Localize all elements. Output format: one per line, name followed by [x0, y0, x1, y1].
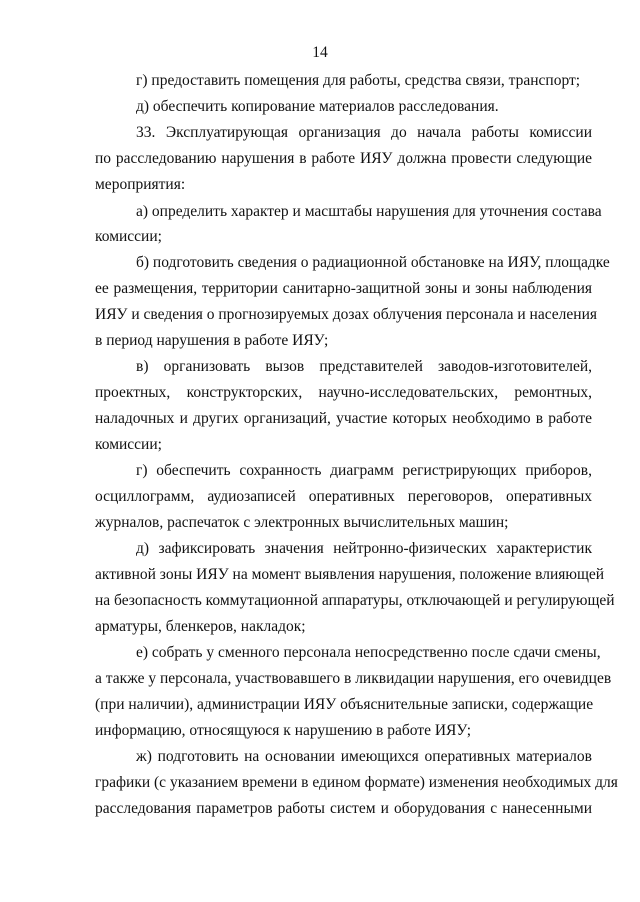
text-line: в период нарушения в работе ИЯУ; — [95, 332, 329, 349]
text-line: б) подготовить сведения о радиационной обстановке на ИЯУ, площадке — [136, 254, 610, 271]
text-line: г) обеспечить сохранность диаграмм регистрирующих приборов, — [136, 462, 592, 479]
text-line: осциллограмм, аудиозаписей оперативных переговоров, оперативных — [95, 488, 592, 505]
text-line: ИЯУ и сведения о прогнозируемых дозах облучения персонала и населения — [95, 306, 598, 323]
text-line: комиссии; — [95, 228, 162, 245]
text-line: в) организовать вызов представителей заводов-изготовителей, — [136, 358, 592, 375]
text-line: е) собрать у сменного персонала непосредственно после сдачи смены, — [136, 644, 601, 661]
text-line: арматуры, бленкеров, накладок; — [95, 618, 306, 635]
text-line: а) определить характер и масштабы нарушения для уточнения состава — [136, 203, 602, 220]
text-line: а также у персонала, участвовавшего в ликвидации нарушения, его очевидцев — [95, 670, 612, 687]
text-line: мероприятия: — [95, 176, 186, 193]
text-line: наладочных и других организаций, участие которых необходимо в работе — [95, 410, 592, 427]
text-line: графики (с указанием времени в едином формате) изменения необходимых для — [95, 774, 618, 791]
text-line: журналов, распечаток с электронных вычислительных машин; — [95, 514, 509, 531]
text-line: проектных, конструкторских, научно-исследовательских, ремонтных, — [95, 384, 592, 401]
text-line: активной зоны ИЯУ на момент выявления нарушения, положение влияющей — [95, 566, 605, 583]
text-line: (при наличии), администрации ИЯУ объяснительные записки, содержащие — [95, 696, 594, 713]
text-line: ж) подготовить на основании имеющихся оперативных материалов — [136, 748, 592, 765]
text-line: д) обеспечить копирование материалов расследования. — [136, 98, 499, 115]
text-line: г) предоставить помещения для работы, средства связи, транспорт; — [136, 72, 581, 89]
text-line: по расследованию нарушения в работе ИЯУ должна провести следующие — [95, 150, 592, 167]
text-line: комиссии; — [95, 436, 162, 453]
text-line: ее размещения, территории санитарно-защитной зоны и зоны наблюдения — [95, 280, 592, 297]
page-number: 14 — [312, 44, 328, 61]
text-line: д) зафиксировать значения нейтронно-физических характеристик — [136, 540, 592, 557]
text-line: расследования параметров работы систем и оборудования с нанесенными — [95, 800, 592, 817]
text-line: информацию, относящуюся к нарушению в работе ИЯУ; — [95, 722, 472, 739]
text-line: на безопасность коммутационной аппаратуры, отключающей и регулирующей — [95, 592, 615, 609]
text-line: 33. Эксплуатирующая организация до начала работы комиссии — [136, 124, 592, 141]
